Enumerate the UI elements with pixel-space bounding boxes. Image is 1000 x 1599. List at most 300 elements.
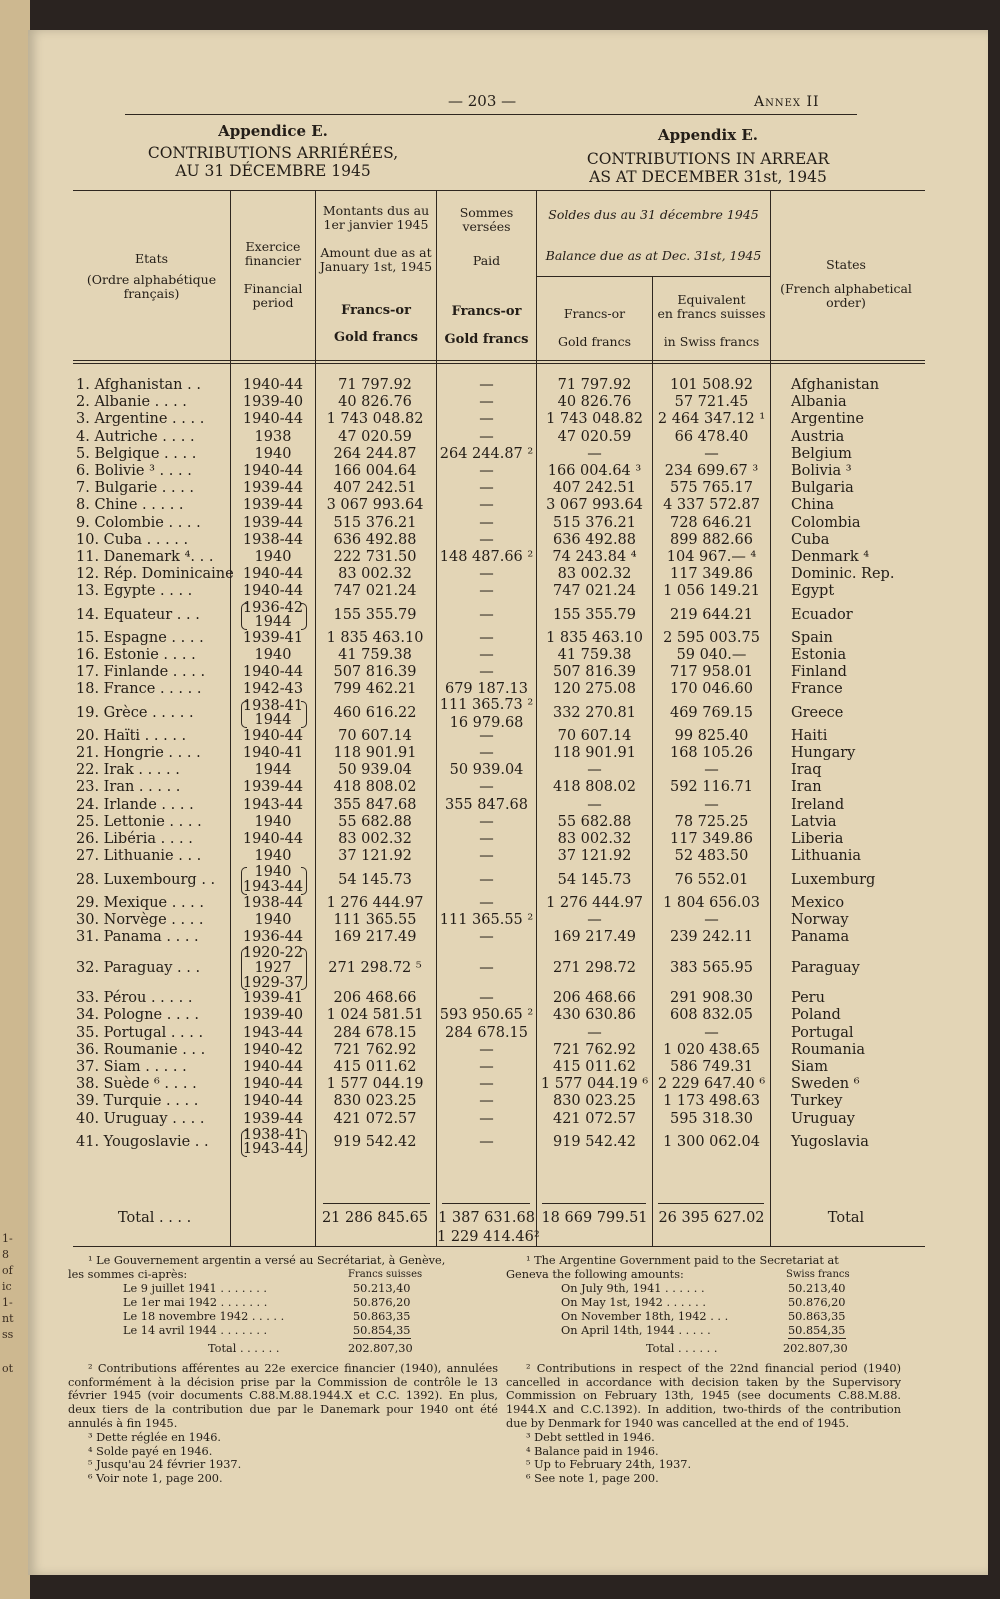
balance-swiss: — [704,445,719,462]
paid-amount: — [479,1058,494,1075]
paid-amount: — [479,813,494,830]
footnote-en-2: ² Contributions in respect of the 22nd financial period (1940) cancelled in accordance with decision taken by the Supervisory Commission on February 13th, 1945 (see documents C.88.M.88. 1944.X and C.C.1392). In addition, two-thirds of the contribution due by Denmark for 1940 was cancelled at the end of 1945. [506,1361,901,1430]
state-name-fr: 22. Irak . . . . . [76,762,180,779]
balance-swiss: 1 300 062.04 [663,1133,760,1150]
paid-amount: — [479,664,494,681]
footnote-en-1-cont: Geneva the following amounts: [506,1267,684,1281]
due-amount: 721 762.92 [333,1041,417,1058]
state-name-fr: 15. Espagne . . . . [76,629,204,646]
paid-amount: — [479,990,494,1007]
due-amount: 118 901.91 [333,745,417,762]
balance-gold: — [587,911,602,928]
due-amount: 1 835 463.10 [326,629,424,646]
brace-right [301,1130,307,1157]
balance-gold: 919 542.42 [552,1133,637,1150]
margin-fragment: 8 [2,1248,9,1261]
balance-swiss: 2 229 647.40 ⁶ [657,1076,766,1093]
footnote-fr-1-cont: les sommes ci-après: [68,1267,188,1281]
table-row [28,1111,988,1131]
balance-swiss: 104 967.— ⁴ [666,549,757,565]
due-amount: 355 847.68 [333,796,417,813]
due-amount: 40 826.76 [338,394,412,411]
balance-gold: 507 816.39 [552,664,637,681]
financial-period: 1940-44 [242,583,304,600]
paid-amount: — [479,497,494,514]
payment-amount: 50.213,40 [353,1281,411,1295]
col-header-montants: Montants dus au [322,203,430,218]
col-header-etats-sub: (Ordre alphabétique [86,272,217,287]
balance-gold: 166 004.64 ³ [547,463,642,479]
balance-swiss: 592 116.71 [669,779,754,796]
financial-period: 1944 [254,762,292,779]
balance-swiss: 469 769.15 [669,704,754,721]
payment-date: On November 18th, 1942 . . . [561,1309,729,1323]
balance-swiss: 99 825.40 [674,727,749,744]
table-header-rule-double [73,363,925,364]
payment-total: 202.807,30 [783,1341,848,1355]
state-name-fr: 7. Bulgarie . . . . [76,480,195,497]
state-name-fr: 24. Irlande . . . . [76,796,194,813]
state-name-fr: 18. France . . . . . [76,681,202,698]
paid-amount: — [479,1110,494,1127]
margin-fragment: nt [2,1312,14,1325]
paid-amount: — [479,606,494,623]
financial-period: 1938 [254,428,292,445]
paid-amount: — [479,848,494,865]
col-header-exercice: financier [244,253,302,268]
balance-gold: 54 145.73 [557,871,632,888]
due-amount: 3 067 993.64 [326,497,424,514]
balance-gold: 415 011.62 [552,1058,637,1075]
balance-gold: 37 121.92 [557,848,632,865]
paid-amount-2: 16 979.68 [449,714,524,731]
state-name-en: Belgium [791,445,852,462]
financial-period: 1939-44 [242,1110,304,1127]
balance-swiss: 1 173 498.63 [663,1093,760,1110]
payment-amount: 50.876,20 [353,1295,411,1309]
due-amount: 636 492.88 [333,531,417,548]
state-name-en: Greece [791,704,844,721]
due-amount: 47 020.59 [338,428,412,445]
financial-period: 1940-44 [242,1058,304,1075]
balance-gold: 515 376.21 [552,514,637,531]
table-row [28,929,988,949]
financial-period: 1939-41 [242,990,304,1007]
previous-page-edge [0,0,30,1599]
state-name-fr: 20. Haïti . . . . . [76,727,187,744]
col-header-etats: Etats [134,251,169,266]
state-name-fr: 10. Cuba . . . . . [76,531,189,548]
payment-total-label: Total . . . . . . [208,1341,280,1355]
header-rule [125,114,857,115]
col-header-etats-sub: français) [123,286,180,301]
state-name-en: Argentine [791,411,864,428]
col-header-amount: Amount due as at [320,245,432,260]
due-amount: 55 682.88 [338,813,412,830]
brace-left [241,867,247,894]
financial-period: 1940 [254,848,292,865]
financial-period: 1938-44 [242,531,304,548]
balance-gold: 169 217.49 [552,929,637,946]
balance-swiss: 1 020 438.65 [663,1041,760,1058]
state-name-fr: 3. Argentine . . . . [76,411,205,428]
state-name-fr: 34. Pologne . . . . [76,1007,200,1024]
col-header-states-sub: (French alphabetical [780,281,912,296]
state-name-en: Sweden ⁶ [791,1076,860,1093]
due-amount: 284 678.15 [333,1024,417,1041]
financial-period: 1940-44 [242,411,304,428]
col-header-financial: Financial [243,281,303,296]
brace-right [301,948,307,990]
balance-gold: 47 020.59 [557,428,632,445]
balance-swiss: 57 721.45 [674,394,749,411]
due-amount: 421 072.57 [333,1110,417,1127]
due-amount: 1 743 048.82 [326,411,424,428]
payment-amount: 50.854,35 [788,1323,846,1337]
balance-gold: 41 759.38 [557,647,632,664]
col-header-gold-francs: Gold francs [334,330,418,345]
due-amount: 166 004.64 [333,463,417,479]
due-amount: 1 577 044.19 [326,1076,424,1093]
total-label-en: Total [827,1210,865,1226]
total-label-fr: Total . . . . [118,1210,192,1226]
footnote-en-1: ¹ The Argentine Government paid to the Secretariat at [526,1254,839,1267]
balance-gold: 271 298.72 [552,959,637,976]
balance-gold: 721 762.92 [552,1041,637,1058]
paid-amount: — [479,411,494,428]
due-amount: 507 816.39 [333,664,417,681]
financial-period: 1938-41 [242,697,304,714]
state-name-en: Estonia [791,647,847,664]
due-amount: 515 376.21 [333,514,417,531]
col-header-francs-or: Francs-or [451,304,522,319]
balance-swiss: 291 908.30 [669,990,754,1007]
paid-amount: 111 365.73 ² [439,696,534,713]
balance-swiss: 899 882.66 [669,531,754,548]
paid-amount: 148 487.66 ² [439,549,534,565]
state-name-en: Paraguay [791,959,860,976]
paid-amount: 679 187.13 [444,681,529,698]
financial-period: 1940 [254,813,292,830]
balance-swiss: 59 040.— [676,647,747,664]
col-header-soldes: Soldes dus au 31 décembre 1945 [548,207,759,222]
financial-period: 1939-40 [242,394,304,411]
due-amount: 222 731.50 [333,549,417,565]
balance-gold: 55 682.88 [557,813,632,830]
col-header-montants: 1er janvier 1945 [323,217,429,232]
balance-gold: 418 808.02 [552,779,637,796]
state-name-fr: 35. Portugal . . . . [76,1024,204,1041]
paid-amount: — [479,959,494,976]
state-name-en: Haiti [791,727,828,744]
table-top-rule [73,190,925,191]
state-name-fr: 12. Rép. Dominicaine [76,566,234,583]
state-name-en: Roumania [791,1041,866,1058]
balance-swiss: 2 595 003.75 [663,629,760,646]
financial-period: 1940 [254,647,292,664]
payment-total: 202.807,30 [348,1341,413,1355]
fr-subtitle-2: AU 31 DÉCEMBRE 1945 [175,162,371,180]
state-name-fr: 38. Suède ⁶ . . . . [76,1076,197,1093]
state-name-fr: 13. Egypte . . . . [76,583,193,600]
table-row [28,872,988,892]
state-name-en: Finland [791,664,847,681]
balance-gold: 155 355.79 [552,606,637,623]
financial-period: 1940-44 [242,831,304,848]
col-header-exercice: Exercice [245,239,301,254]
financial-period: 1940-41 [242,745,304,762]
col-header-equivalent: Equivalent [677,292,746,307]
state-name-fr: 27. Lithuanie . . . [76,848,202,865]
balance-swiss: 170 046.60 [669,681,754,698]
balance-gold: 747 021.24 [552,583,637,600]
en-subtitle-1: CONTRIBUTIONS IN ARREAR [586,150,830,168]
balance-gold: 636 492.88 [552,531,637,548]
state-name-en: Norway [791,911,849,928]
financial-period: 1940-44 [242,664,304,681]
payment-date: Le 14 avril 1944 . . . . . . . [123,1323,268,1337]
balance-gold: — [587,1024,602,1041]
footnote-fr-1: ¹ Le Gouvernement argentin a versé au Secrétariat, à Genève, [88,1254,446,1267]
financial-period: 1936-42 [242,599,304,616]
state-name-en: Yugoslavia [791,1133,869,1150]
state-name-en: Dominic. Rep. [791,566,895,583]
paid-amount: — [479,894,494,911]
state-name-fr: 8. Chine . . . . . [76,497,184,514]
footnote-en-currency: Swiss francs [786,1268,850,1280]
balance-gold: 1 835 463.10 [546,629,643,646]
state-name-en: Luxemburg [791,871,876,888]
state-name-en: Lithuania [791,848,862,865]
total-row [28,1210,988,1245]
paid-amount: — [479,1076,494,1093]
state-name-fr: 1. Afghanistan . . [76,377,201,393]
total-gold: 18 669 799.51 [541,1210,648,1226]
due-amount: 70 607.14 [338,727,412,744]
footnote-fr-currency: Francs suisses [348,1268,423,1280]
col-header-sommes: Sommes [459,205,514,220]
state-name-fr: 5. Belgique . . . . [76,445,197,462]
brace-left [241,1130,247,1157]
payment-amount: 50.213,40 [788,1281,846,1295]
due-amount: 169 217.49 [333,929,417,946]
paid-amount: — [479,1093,494,1110]
state-name-fr: 28. Luxembourg . . [76,871,216,888]
table-row [28,848,988,868]
state-name-fr: 40. Uruguay . . . . [76,1110,205,1127]
financial-period: 1943-44 [242,796,304,813]
state-name-fr: 2. Albanie . . . . [76,394,187,411]
annex-label: Annex II [754,94,820,110]
paid-amount: — [479,1041,494,1058]
financial-period: 1943-44 [242,1141,304,1158]
state-name-fr: 6. Bolivie ³ . . . . [76,463,192,479]
balance-swiss: — [704,1024,719,1041]
brace-left [241,603,247,630]
state-name-en: Austria [791,428,845,445]
due-amount: 271 298.72 ⁵ [328,959,422,976]
table-row [28,1134,988,1154]
due-amount: 50 939.04 [338,762,412,779]
due-amount: 71 797.92 [338,377,412,393]
due-amount: 83 002.32 [338,831,412,848]
due-amount: 155 355.79 [333,606,417,623]
paid-amount: — [479,480,494,497]
col-header-amount: January 1st, 1945 [319,259,433,274]
balance-swiss: 728 646.21 [669,514,754,531]
financial-period: 1938-44 [242,894,304,911]
table-row [28,696,988,731]
balance-swiss: 117 349.86 [669,566,754,583]
balance-gold: 70 607.14 [557,727,632,744]
margin-fragment: 1- [2,1296,13,1309]
margin-fragment: 1- [2,1232,13,1245]
balance-gold: 83 002.32 [557,831,632,848]
balance-gold: 1 577 044.19 ⁶ [540,1076,649,1093]
state-name-fr: 25. Lettonie . . . . [76,813,202,830]
paid-amount: — [479,629,494,646]
sum-rule [323,1203,430,1204]
state-name-fr: 32. Paraguay . . . [76,959,201,976]
financial-period: 1939-44 [242,480,304,497]
due-amount: 919 542.42 [333,1133,417,1150]
state-name-en: Uruguay [791,1110,855,1127]
financial-period: 1936-44 [242,929,304,946]
balance-swiss: 575 765.17 [669,480,754,497]
financial-period: 1927 [254,959,292,976]
table-row [28,960,988,980]
due-amount: 418 808.02 [333,779,417,796]
col-header-paid: Paid [472,253,501,268]
financial-period: 1943-44 [242,1024,304,1041]
state-name-en: Albania [791,394,847,411]
col-header-gold-francs: Gold francs [444,332,529,347]
balance-swiss: 4 337 572.87 [663,497,760,514]
paid-amount: — [479,727,494,744]
due-amount: 83 002.32 [338,566,412,583]
brace-left [241,701,247,728]
footnote-en-6: ⁶ See note 1, page 200. [526,1472,659,1486]
col-header-balance: Balance due as at Dec. 31st, 1945 [545,248,762,263]
table-bottom-rule [73,1246,925,1247]
financial-period: 1940 [254,864,292,881]
paid-amount: — [479,566,494,583]
financial-period: 1939-41 [242,629,304,646]
balance-swiss: 2 464 347.12 ¹ [657,411,766,428]
page-number: — 203 — [448,92,517,110]
balance-swiss: — [704,796,719,813]
footnotes-en [506,1254,901,1486]
balance-swiss: 219 644.21 [669,606,754,623]
paid-amount: 264 244.87 ² [439,445,534,462]
balance-swiss: 76 552.01 [674,871,749,888]
payment-amount: 50.876,20 [788,1295,846,1309]
sum-rule [658,1203,764,1204]
balance-gold: — [587,796,602,813]
due-amount: 1 024 581.51 [326,1007,424,1024]
balance-gold: — [587,445,602,462]
due-amount: 407 242.51 [333,480,417,497]
state-name-fr: 41. Yougoslavie . . [76,1133,209,1150]
balance-gold: 40 826.76 [557,394,632,411]
payment-date: On May 1st, 1942 . . . . . . [561,1295,706,1309]
col-header-financial: period [252,295,294,310]
paid-amount: — [479,831,494,848]
financial-period: 1939-40 [242,1007,304,1024]
state-name-en: Hungary [791,745,856,762]
col-header-francs-or: Francs-or [341,303,411,318]
balance-swiss: 168 105.26 [669,745,754,762]
balance-swiss: 234 699.67 ³ [664,463,759,479]
balance-swiss: 383 565.95 [669,959,754,976]
state-name-en: France [791,681,843,698]
state-name-fr: 14. Equateur . . . [76,606,200,623]
paid-amount: 355 847.68 [444,796,529,813]
brace-right [301,701,307,728]
table-row [28,583,988,603]
financial-period: 1944 [254,614,292,631]
en-subtitle-2: AS AT DECEMBER 31st, 1945 [589,168,827,186]
balance-swiss: — [704,911,719,928]
fr-title: Appendice E. [218,122,328,140]
payment-date: On April 14th, 1944 . . . . . [561,1323,711,1337]
paid-amount: — [479,745,494,762]
financial-period: 1938-41 [242,1126,304,1143]
document-page [28,30,988,1575]
state-name-fr: 19. Grèce . . . . . [76,704,194,721]
balance-gold: 430 630.86 [552,1007,637,1024]
state-name-en: China [791,497,835,514]
brace-right [301,603,307,630]
paid-amount: — [479,779,494,796]
col-header-gold-francs: Gold francs [557,334,631,349]
financial-period: 1940-42 [242,1041,304,1058]
payment-date: Le 1er mai 1942 . . . . . . . [123,1295,268,1309]
col-header-states-sub: order) [826,295,866,310]
financial-period: 1940 [254,549,292,565]
state-name-en: Denmark ⁴ [791,549,870,565]
state-name-en: Mexico [791,894,845,911]
balance-header-rule [536,276,770,277]
balance-gold: 1 276 444.97 [546,894,643,911]
state-name-en: Portugal [791,1024,854,1041]
total-swiss: 26 395 627.02 [658,1210,765,1226]
footnote-fr-6: ⁶ Voir note 1, page 200. [88,1472,223,1486]
state-name-en: Spain [791,629,833,646]
state-name-fr: 16. Estonie . . . . [76,647,196,664]
state-name-en: Latvia [791,813,837,830]
balance-swiss: 52 483.50 [674,848,749,865]
balance-gold: 3 067 993.64 [546,497,643,514]
state-name-en: Liberia [791,831,844,848]
balance-gold: 71 797.92 [557,377,632,393]
financial-period: 1940 [254,445,292,462]
paid-amount: — [479,428,494,445]
financial-period: 1940 [254,911,292,928]
balance-gold: 206 468.66 [552,990,637,1007]
footnote-fr-4: ⁴ Solde payé en 1946. [88,1444,213,1458]
financial-period: 1944 [254,712,292,729]
footnote-fr-2: ² Contributions afférentes au 22e exercice financier (1940), annulées conformément à la décision prise par la Commission de contrôle le 13 février 1945 (voir documents C.88.M.88.1944.X et C.C. 1392). En plus, deux tiers de la contribution due par le Danemark pour 1940 ont été annulés à fin 1945. [68,1361,498,1430]
fr-subtitle-1: CONTRIBUTIONS ARRIÉRÉES, [147,144,399,162]
financial-period: 1940-44 [242,463,304,479]
paid-amount: 284 678.15 [444,1024,529,1041]
sum-rule [442,1203,530,1204]
paid-amount: 111 365.55 ² [439,911,534,928]
balance-gold: 83 002.32 [557,566,632,583]
balance-gold: 74 243.84 ⁴ [552,549,637,565]
state-name-en: Egypt [791,583,835,600]
